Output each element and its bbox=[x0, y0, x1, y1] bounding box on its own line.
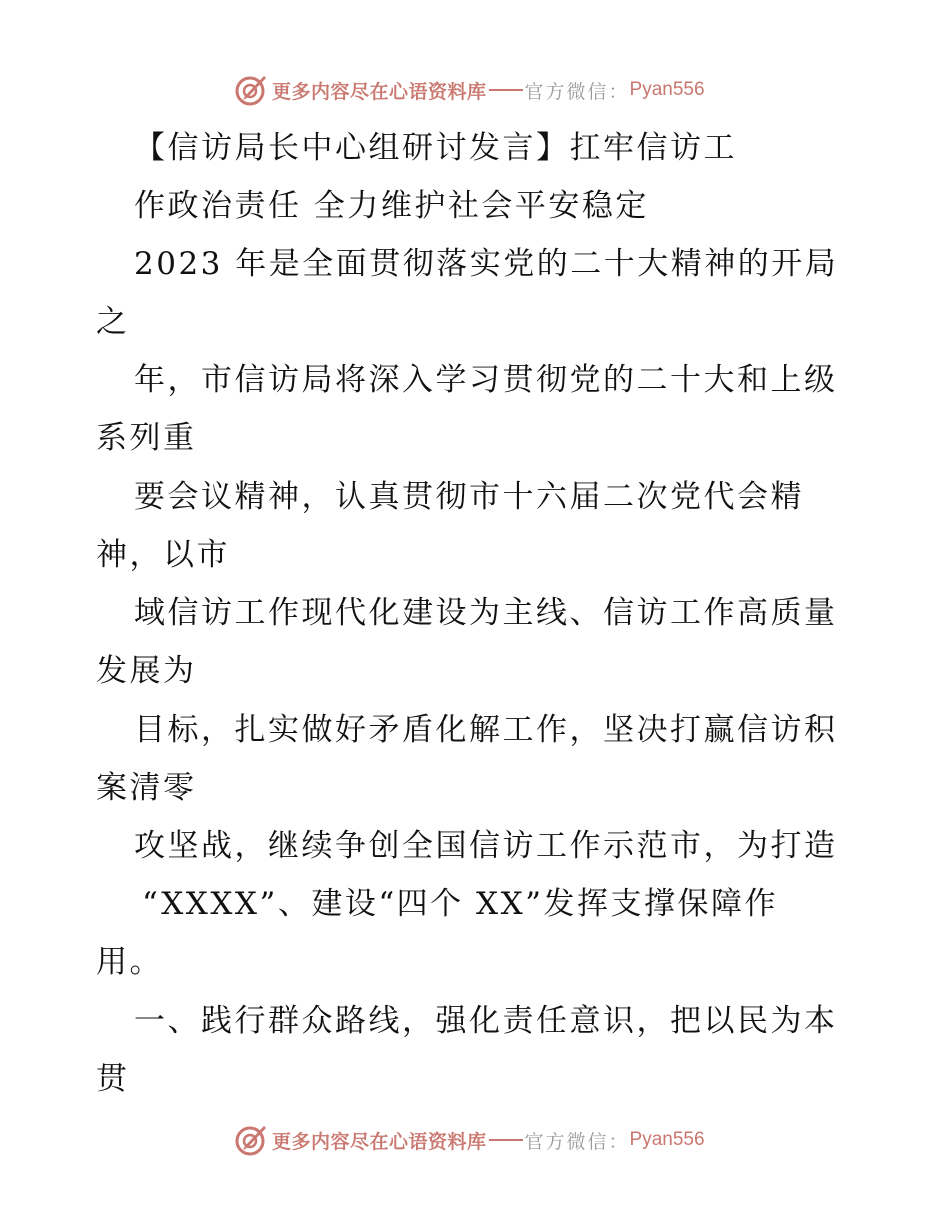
footer-contact-id: Pyan556 bbox=[629, 1129, 705, 1150]
footer-banner-content bbox=[234, 1120, 705, 1160]
document-title-line-2: 作政治责任 全力维护社会平安稳定 bbox=[134, 188, 649, 224]
body-line: 案清零 bbox=[96, 770, 197, 806]
footer-brand-text: 更多内容尽在心语资料库 bbox=[272, 1130, 487, 1153]
body-line: 发展为 bbox=[96, 653, 197, 689]
brand-logo-icon bbox=[234, 1123, 268, 1157]
header-contact-id: Pyan556 bbox=[629, 79, 705, 100]
document-title-line-1: 【信访局长中心组研讨发言】扛牢信访工 bbox=[134, 130, 737, 166]
header-banner bbox=[0, 70, 950, 110]
brand-logo-icon bbox=[234, 73, 268, 107]
body-line: 贯 bbox=[96, 1061, 130, 1097]
body-line: 神，以市 bbox=[96, 537, 230, 573]
footer-contact-label: 官方微信： bbox=[524, 1130, 630, 1153]
body-line: 年，市信访局将深入学习贯彻党的二十大和上级 bbox=[134, 362, 838, 398]
body-line: 系列重 bbox=[96, 420, 197, 456]
body-line: 域信访工作现代化建设为主线、信访工作高质量 bbox=[134, 595, 838, 631]
body-line: 2023 年是全面贯彻落实党的二十大精神的开局 bbox=[134, 246, 839, 282]
body-line: 目标，扎实做好矛盾化解工作，坚决打赢信访积 bbox=[134, 712, 838, 748]
header-banner-content bbox=[234, 70, 705, 110]
footer-banner-dash bbox=[489, 1139, 523, 1141]
header-contact-label: 官方微信： bbox=[524, 80, 630, 103]
body-line: 之 bbox=[96, 304, 130, 340]
body-line: 攻坚战，继续争创全国信访工作示范市，为打造 bbox=[134, 828, 838, 864]
body-line: 要会议精神，认真贯彻市十六届二次党代会精 bbox=[134, 479, 804, 515]
body-line: “XXXX”、建设“四个 XX”发挥支撑保障作 bbox=[142, 886, 779, 922]
header-banner-dash bbox=[489, 89, 523, 91]
header-brand-text: 更多内容尽在心语资料库 bbox=[272, 80, 487, 103]
footer-banner bbox=[0, 1120, 950, 1160]
body-line: 用。 bbox=[96, 944, 163, 980]
body-line: 一、践行群众路线，强化责任意识，把以民为本 bbox=[134, 1003, 838, 1039]
